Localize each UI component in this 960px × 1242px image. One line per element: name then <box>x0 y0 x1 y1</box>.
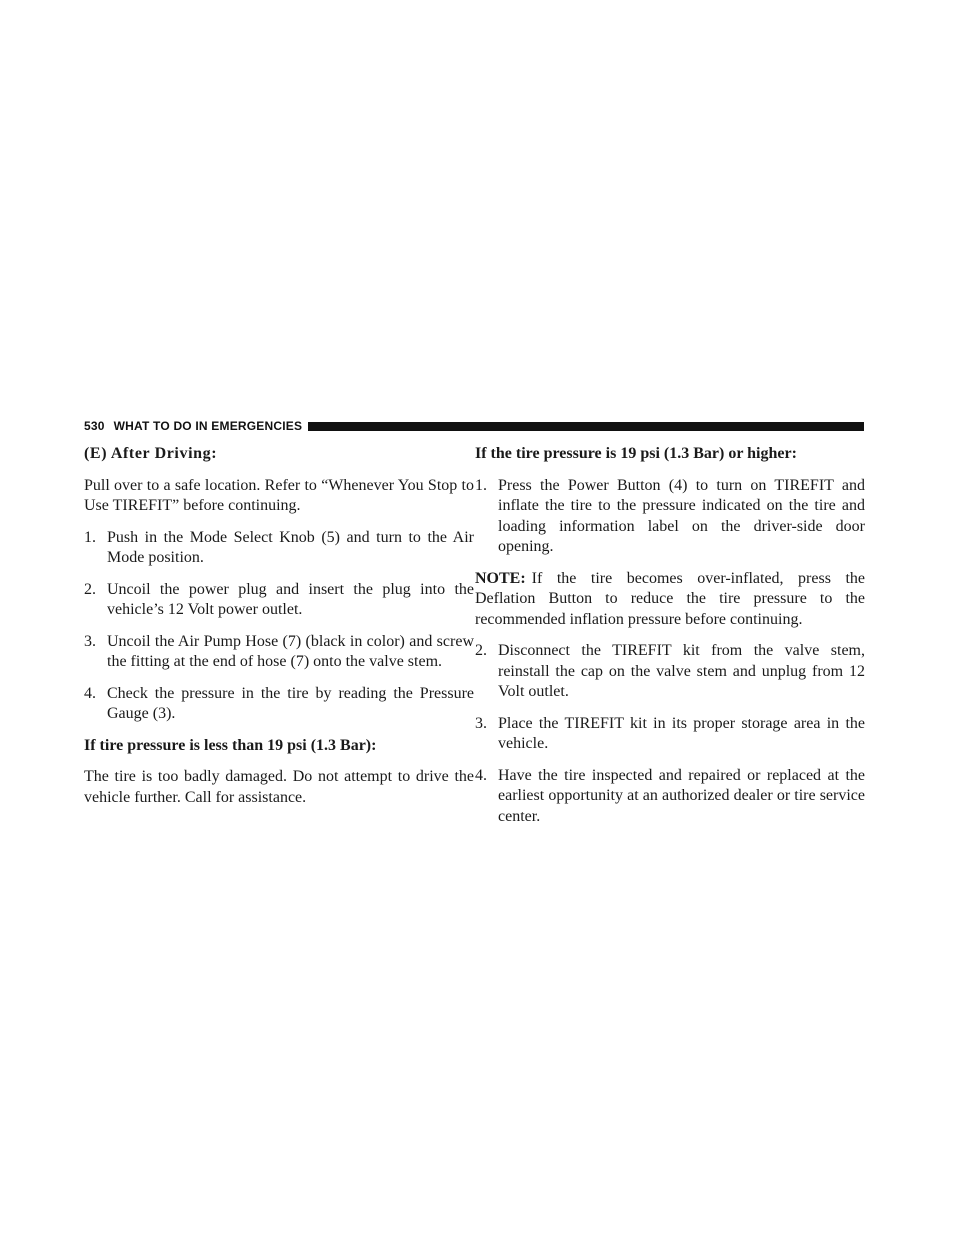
list-item <box>84 528 474 569</box>
list-item <box>84 632 474 673</box>
section-title: WHAT TO DO IN EMERGENCIES <box>113 419 303 433</box>
page-number: 530 <box>84 419 105 433</box>
step-text: Uncoil the Air Pump Hose (7) (black in color) and screw the fitting at the end of hose (7) onto the valve stem. <box>107 632 474 670</box>
step-number: 2. <box>84 580 96 598</box>
step-number: 3. <box>84 632 96 650</box>
note-text: If the tire becomes over-inflated, press the Deflation Button to reduce the tire pressure to the recommended inflation pressure before continuing. <box>475 569 865 628</box>
list-item <box>475 476 865 558</box>
list-item <box>475 714 865 755</box>
step-text: Uncoil the power plug and insert the plug into the vehicle’s 12 Volt power outlet. <box>107 580 474 618</box>
step-text: Check the pressure in the tire by reading the Pressure Gauge (3). <box>107 684 474 722</box>
closing-paragraph: The tire is too badly damaged. Do not attempt to drive the vehicle further. Call for assistance. <box>84 768 474 806</box>
step-number: 4. <box>475 766 487 784</box>
left-column <box>84 444 474 819</box>
step-number: 4. <box>84 684 96 702</box>
list-item <box>84 684 474 725</box>
page-header <box>84 419 864 433</box>
note-paragraph <box>475 569 865 631</box>
right-column <box>475 444 865 838</box>
list-item <box>475 766 865 828</box>
step-text: Have the tire inspected and repaired or replaced at the earliest opportunity at an authorized dealer or tire service center. <box>498 766 865 825</box>
note-label: NOTE: <box>475 569 526 587</box>
header-rule <box>308 422 864 431</box>
section-heading: (E) After Driving: <box>84 445 218 462</box>
step-text: Place the TIREFIT kit in its proper storage area in the vehicle. <box>498 714 865 752</box>
subheading: If the tire pressure is 19 psi (1.3 Bar) or higher: <box>475 445 797 462</box>
step-text: Push in the Mode Select Knob (5) and turn to the Air Mode position. <box>107 528 474 566</box>
step-number: 1. <box>84 528 96 546</box>
intro-paragraph: Pull over to a safe location. Refer to “Whenever You Stop to Use TIREFIT” before continuing. <box>84 476 474 514</box>
subheading: If tire pressure is less than 19 psi (1.3 Bar): <box>84 736 377 754</box>
step-number: 3. <box>475 714 487 732</box>
step-number: 1. <box>475 476 487 494</box>
step-text: Press the Power Button (4) to turn on TIREFIT and inflate the tire to the pressure indicated on the tire and loading information label on the driver-side door opening. <box>498 476 865 555</box>
list-item <box>475 641 865 703</box>
step-number: 2. <box>475 642 487 659</box>
step-text: Disconnect the TIREFIT kit from the valve stem, reinstall the cap on the valve stem and unplug from 12 Volt outlet. <box>498 642 865 700</box>
list-item <box>84 580 474 621</box>
